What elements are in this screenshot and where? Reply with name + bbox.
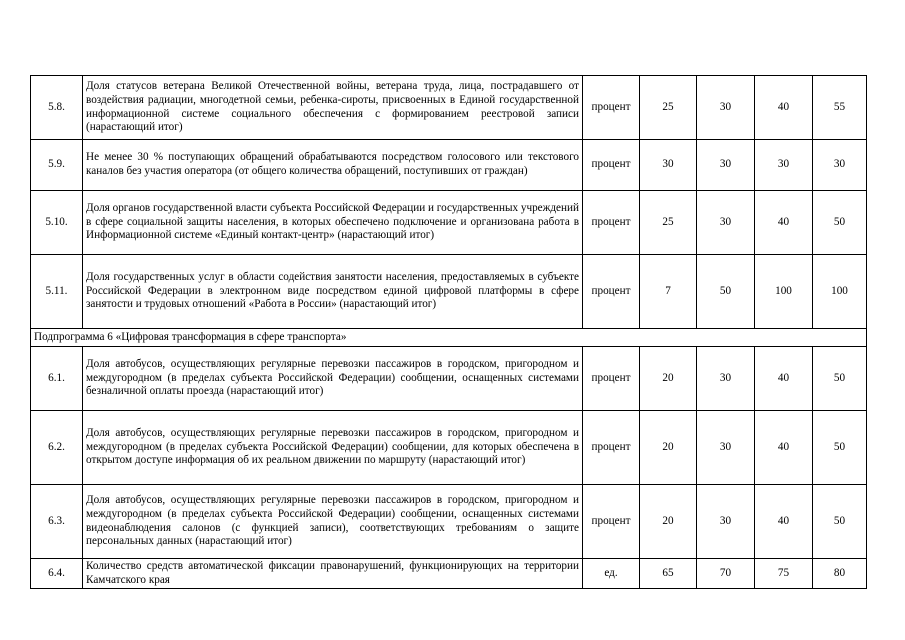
value-cell-2: 50: [697, 255, 755, 329]
value-cell-2: 30: [697, 347, 755, 411]
indicator-description: Доля автобусов, осуществляющих регулярные перевозки пассажиров в городском, пригородном и междугородном (в пределах субъекта Российской Федерации) сообщении, оснащенных системами видеонаблюдения салонов (с функцией записи), соответствующих требованиям о защите персональных данных (нарастающий итог): [83, 485, 583, 559]
indicators-table: [30, 75, 867, 589]
row-number: 5.10.: [31, 191, 83, 255]
row-number: 6.1.: [31, 347, 83, 411]
indicator-description: Доля автобусов, осуществляющих регулярные перевозки пассажиров в городском, пригородном и междугородном (в пределах субъекта Российской Федерации) сообщении, для которых обеспечена в открытом доступе информация об их реальном движении по маршруту (нарастающий итог): [83, 411, 583, 485]
unit-cell: процент: [583, 347, 640, 411]
value-cell-1: 25: [640, 76, 697, 140]
unit-cell: ед.: [583, 559, 640, 589]
table-row: [31, 191, 867, 255]
indicator-description: Доля статусов ветерана Великой Отечественной войны, ветерана труда, лица, пострадавшего от воздействия радиации, многодетной семьи, ребенка-сироты, присвоенных в Единой государственной информационной системе социального обеспечения с формированием реестровой записи (нарастающий итог): [83, 76, 583, 140]
value-cell-3: 75: [755, 559, 813, 589]
value-cell-1: 65: [640, 559, 697, 589]
table-row: [31, 140, 867, 191]
value-cell-1: 7: [640, 255, 697, 329]
table-row: [31, 559, 867, 589]
value-cell-3: 40: [755, 76, 813, 140]
value-cell-2: 30: [697, 411, 755, 485]
row-number: 6.3.: [31, 485, 83, 559]
value-cell-4: 100: [813, 255, 867, 329]
table-row: [31, 485, 867, 559]
value-cell-2: 30: [697, 191, 755, 255]
table-row: [31, 347, 867, 411]
table-row: [31, 255, 867, 329]
value-cell-3: 40: [755, 411, 813, 485]
value-cell-3: 100: [755, 255, 813, 329]
value-cell-4: 50: [813, 411, 867, 485]
unit-cell: процент: [583, 485, 640, 559]
unit-cell: процент: [583, 76, 640, 140]
value-cell-2: 30: [697, 140, 755, 191]
value-cell-4: 80: [813, 559, 867, 589]
table-row: [31, 76, 867, 140]
unit-cell: процент: [583, 191, 640, 255]
unit-cell: процент: [583, 411, 640, 485]
value-cell-3: 40: [755, 347, 813, 411]
value-cell-4: 30: [813, 140, 867, 191]
section-title: Подпрограмма 6 «Цифровая трансформация в сфере транспорта»: [31, 329, 867, 347]
value-cell-4: 50: [813, 347, 867, 411]
row-number: 5.8.: [31, 76, 83, 140]
value-cell-3: 30: [755, 140, 813, 191]
value-cell-1: 20: [640, 411, 697, 485]
value-cell-3: 40: [755, 485, 813, 559]
value-cell-2: 30: [697, 76, 755, 140]
table-row: [31, 411, 867, 485]
value-cell-1: 20: [640, 347, 697, 411]
value-cell-3: 40: [755, 191, 813, 255]
value-cell-1: 30: [640, 140, 697, 191]
section-row: [31, 329, 867, 347]
row-number: 6.4.: [31, 559, 83, 589]
value-cell-2: 30: [697, 485, 755, 559]
value-cell-4: 50: [813, 191, 867, 255]
indicator-description: Доля государственных услуг в области содействия занятости населения, предоставляемых в субъекте Российской Федерации в электронном виде посредством единой цифровой платформы в сфере занятости и трудовых отношений «Работа в России» (нарастающий итог): [83, 255, 583, 329]
row-number: 5.9.: [31, 140, 83, 191]
value-cell-1: 20: [640, 485, 697, 559]
value-cell-4: 50: [813, 485, 867, 559]
unit-cell: процент: [583, 140, 640, 191]
value-cell-2: 70: [697, 559, 755, 589]
value-cell-1: 25: [640, 191, 697, 255]
indicator-description: Количество средств автоматической фиксации правонарушений, функционирующих на территории Камчатского края: [83, 559, 583, 589]
row-number: 6.2.: [31, 411, 83, 485]
value-cell-4: 55: [813, 76, 867, 140]
indicator-description: Не менее 30 % поступающих обращений обрабатываются посредством голосового или текстового каналов без участия оператора (от общего количества обращений, поступивших от граждан): [83, 140, 583, 191]
row-number: 5.11.: [31, 255, 83, 329]
indicator-description: Доля органов государственной власти субъекта Российской Федерации и государственных учреждений в сфере социальной защиты населения, в которых обеспечено подключение и организована работа в Информационной системе «Единый контакт-центр» (нарастающий итог): [83, 191, 583, 255]
indicator-description: Доля автобусов, осуществляющих регулярные перевозки пассажиров в городском, пригородном и междугородном (в пределах субъекта Российской Федерации) сообщении, оснащенных системами безналичной оплаты проезда (нарастающий итог): [83, 347, 583, 411]
unit-cell: процент: [583, 255, 640, 329]
